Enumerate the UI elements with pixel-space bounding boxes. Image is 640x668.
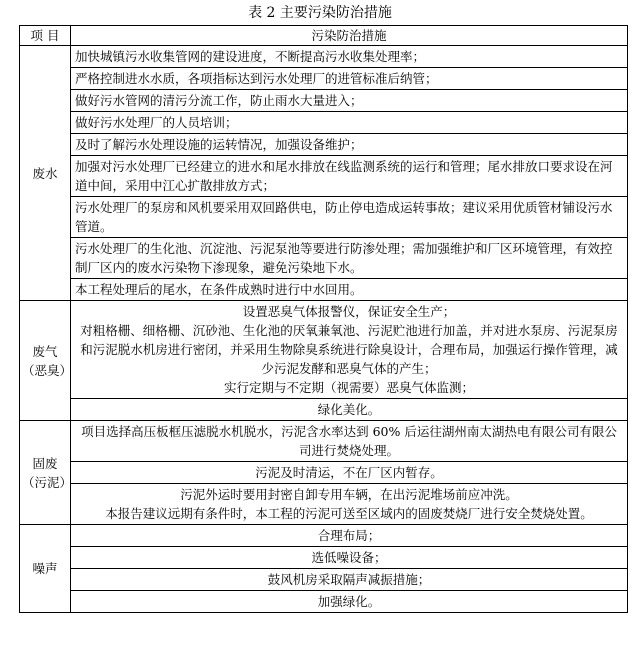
table-row (20, 112, 628, 134)
table-row (20, 197, 628, 238)
measure-cell: 项目选择高压板框压滤脱水机脱水，污泥含水率达到 60% 后运往湖州南太湖热电有限公司有限公司进行焚烧处理。 (71, 421, 628, 462)
header-measures: 污染防治措施 (71, 26, 628, 46)
table-row (20, 525, 628, 547)
category-exhaust-odor: 废气（恶臭） (20, 301, 71, 421)
table-row (20, 134, 628, 156)
table-row (20, 484, 628, 525)
table-row (20, 547, 628, 569)
table-row (20, 238, 628, 279)
measure-cell: 污水处理厂的泵房和风机要采用双回路供电，防止停电造成运转事故；建议采用优质管材铺设污水管道。 (71, 197, 628, 238)
measure-cell: 鼓风机房采取隔声减振措施； (71, 569, 628, 591)
category-wastewater: 废水 (20, 46, 71, 301)
measure-cell: 及时了解污水处理设施的运转情况，加强设备维护； (71, 134, 628, 156)
table-row (20, 156, 628, 197)
measure-cell: 加强对污水处理厂已经建立的进水和尾水排放在线监测系统的运行和管理；尾水排放口要求设在河道中间，采用中江心扩散排放方式； (71, 156, 628, 197)
measure-cell: 做好污水管网的清污分流工作，防止雨水大量进入； (71, 90, 628, 112)
table-row (20, 46, 628, 68)
header-row (20, 26, 628, 46)
table-row (20, 462, 628, 484)
measure-cell: 本工程处理后的尾水，在条件成熟时进行中水回用。 (71, 279, 628, 301)
measure-cell: 加强绿化。 (71, 591, 628, 613)
measure-cell: 绿化美化。 (71, 399, 628, 421)
measure-cell: 严格控制进水水质，各项指标达到污水处理厂的进管标准后纳管； (71, 68, 628, 90)
measure-cell: 加快城镇污水收集管网的建设进度，不断提高污水收集处理率； (71, 46, 628, 68)
table-row (20, 68, 628, 90)
category-noise: 噪声 (20, 525, 71, 613)
table-row (20, 399, 628, 421)
table-row (20, 90, 628, 112)
measure-cell: 污水处理厂的生化池、沉淀池、污泥泵池等要进行防渗处理；需加强维护和厂区环境管理，有效控制厂区内的废水污染物下渗现象，避免污染地下水。 (71, 238, 628, 279)
table-caption: 表 2 主要污染防治措施 (248, 5, 392, 21)
table-row (20, 569, 628, 591)
measure-cell: 污泥及时清运，不在厂区内暂存。 (71, 462, 628, 484)
pollution-measures-table (19, 25, 628, 613)
table-row (20, 591, 628, 613)
measure-cell: 污泥外运时要用封密自卸专用车辆，在出污泥堆场前应冲洗。 本报告建议远期有条件时，本工程的污泥可送至区域内的固废焚烧厂进行安全焚烧处置。 (71, 484, 628, 525)
category-solid-waste: 固废（污泥） (20, 421, 71, 525)
measure-cell: 设置恶臭气体报警仪，保证安全生产； 对粗格栅、细格栅、沉砂池、生化池的厌氧兼氧池、污泥贮池进行加盖，并对进水泵房、污泥泵房和污泥脱水机房进行密闭，并采用生物除臭系统进行除臭设计，合理布局，加强运行操作管理，减少污泥发酵和恶臭气体的产生； 实行定期与不定期（视需要）恶臭气体监测； (71, 301, 628, 399)
table-row (20, 301, 628, 399)
measure-cell: 选低噪设备； (71, 547, 628, 569)
measure-cell: 合理布局； (71, 525, 628, 547)
table-row (20, 279, 628, 301)
measure-cell: 做好污水处理厂的人员培训； (71, 112, 628, 134)
table-row (20, 421, 628, 462)
header-item: 项 目 (20, 26, 71, 46)
